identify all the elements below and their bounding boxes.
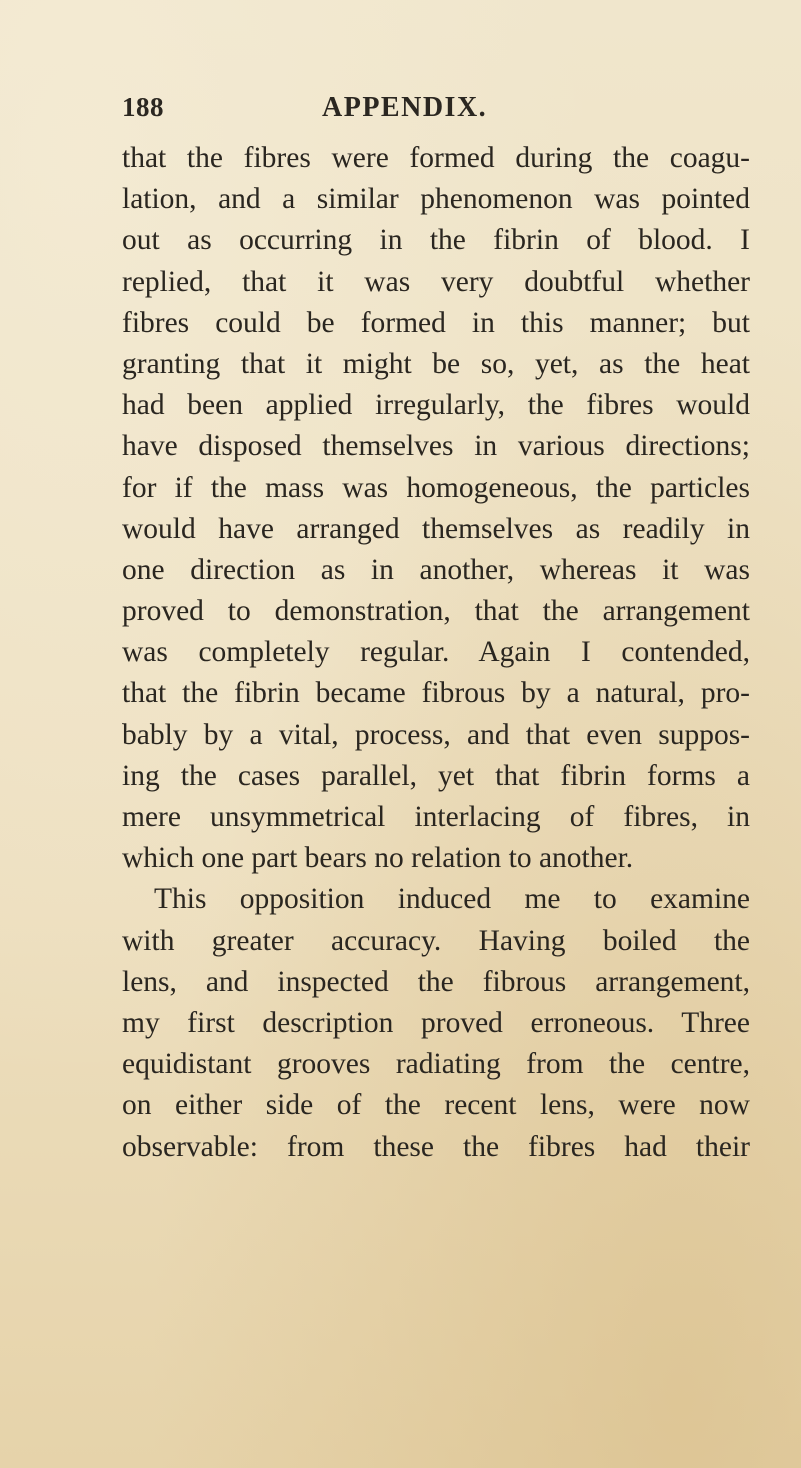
text-line: observable: from these the fibres had their xyxy=(122,1130,750,1163)
text-line: lens, and inspected the fibrous arrangement, xyxy=(122,965,750,998)
text-line: with greater accuracy. Having boiled the xyxy=(122,924,750,957)
text-line: that the fibrin became fibrous by a natural, pro- xyxy=(122,677,750,710)
text-line: replied, that it was very doubtful whether xyxy=(122,265,750,298)
text-line: which one part bears no relation to another. xyxy=(122,842,634,875)
body-text xyxy=(122,138,750,1168)
text-line: ing the cases parallel, yet that fibrin forms a xyxy=(122,759,750,792)
text-line: that the fibres were formed during the coagu- xyxy=(122,142,750,174)
text-line: was completely regular. Again I contended, xyxy=(122,636,750,669)
running-title: APPENDIX. xyxy=(322,92,488,123)
text-line: have disposed themselves in various directions; xyxy=(122,430,750,463)
text-line: out as occurring in the fibrin of blood. I xyxy=(122,224,750,257)
text-line: fibres could be formed in this manner; but xyxy=(122,306,750,339)
running-head xyxy=(0,92,801,132)
paragraph-start-line: This opposition induced me to examine xyxy=(154,883,750,916)
text-line: for if the mass was homogeneous, the particles xyxy=(122,471,750,504)
text-line: mere unsymmetrical interlacing of fibres, in xyxy=(122,801,750,833)
text-line: granting that it might be so, yet, as the heat xyxy=(122,347,750,380)
text-line: bably by a vital, process, and that even suppos- xyxy=(122,718,750,751)
text-line: would have arranged themselves as readily in xyxy=(122,512,750,545)
text-line: proved to demonstration, that the arrangement xyxy=(122,595,750,628)
text-line: my first description proved erroneous. Three xyxy=(122,1006,750,1039)
text-line: one direction as in another, whereas it was xyxy=(122,553,750,586)
text-line: had been applied irregularly, the fibres would xyxy=(122,389,750,422)
page-number: 188 xyxy=(122,92,164,122)
text-line: lation, and a similar phenomenon was pointed xyxy=(122,183,750,216)
text-line: equidistant grooves radiating from the centre, xyxy=(122,1048,750,1081)
text-line: on either side of the recent lens, were now xyxy=(122,1089,750,1122)
